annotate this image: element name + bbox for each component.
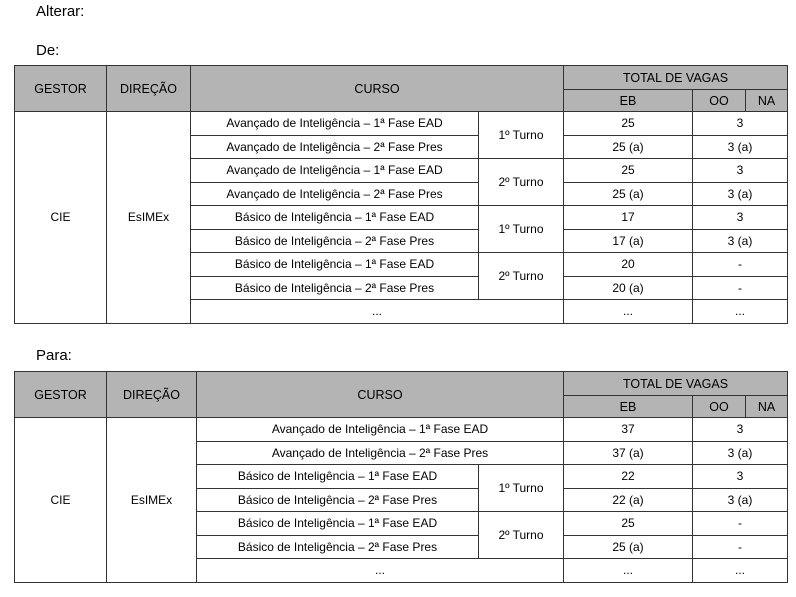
cell-ellipsis-curso: ...	[191, 300, 564, 324]
cell-turno: 2º Turno	[479, 159, 564, 206]
cell-curso: Avançado de Inteligência – 2ª Fase Pres	[191, 135, 479, 159]
cell-eb: 25	[564, 112, 693, 136]
cell-oo-na: 3 (a)	[693, 488, 788, 512]
cell-turno: 1º Turno	[479, 112, 564, 159]
cell-curso: Básico de Inteligência – 1ª Fase EAD	[191, 253, 479, 277]
cell-oo-na: 3 (a)	[693, 182, 788, 206]
cell-gestor: CIE	[15, 112, 107, 324]
header-oo: OO	[693, 90, 746, 112]
cell-ellipsis-eb: ...	[564, 559, 693, 583]
header-gestor: GESTOR	[15, 372, 107, 418]
header-direcao: DIREÇÃO	[107, 66, 191, 112]
header-eb: EB	[564, 396, 693, 418]
cell-oo-na: 3 (a)	[693, 441, 788, 465]
cell-turno: 2º Turno	[479, 253, 564, 300]
cell-eb: 25 (a)	[564, 135, 693, 159]
cell-oo-na: 3	[693, 418, 788, 442]
cell-curso: Básico de Inteligência – 1ª Fase EAD	[191, 206, 479, 230]
cell-curso: Básico de Inteligência – 2ª Fase Pres	[191, 229, 479, 253]
header-na: NA	[746, 396, 788, 418]
header-direcao: DIREÇÃO	[107, 372, 197, 418]
cell-curso: Básico de Inteligência – 2ª Fase Pres	[191, 276, 479, 300]
cell-ellipsis-oo-na: ...	[693, 300, 788, 324]
cell-direcao: EsIMEx	[107, 112, 191, 324]
header-eb: EB	[564, 90, 693, 112]
cell-oo-na: 3	[693, 206, 788, 230]
cell-curso: Avançado de Inteligência – 1ª Fase EAD	[191, 112, 479, 136]
cell-turno: 2º Turno	[479, 512, 564, 559]
cell-oo-na: -	[693, 276, 788, 300]
cell-eb: 17 (a)	[564, 229, 693, 253]
cell-eb: 25 (a)	[564, 182, 693, 206]
cell-ellipsis-eb: ...	[564, 300, 693, 324]
cell-gestor: CIE	[15, 418, 107, 583]
cell-curso: Básico de Inteligência – 2ª Fase Pres	[197, 535, 479, 559]
cell-eb: 22 (a)	[564, 488, 693, 512]
cell-turno: 1º Turno	[479, 465, 564, 512]
cell-eb: 25	[564, 512, 693, 536]
cell-eb: 25	[564, 159, 693, 183]
header-na: NA	[746, 90, 788, 112]
cell-curso: Avançado de Inteligência – 1ª Fase EAD	[197, 418, 564, 442]
cell-oo-na: 3 (a)	[693, 229, 788, 253]
cell-curso: Avançado de Inteligência – 2ª Fase Pres	[191, 182, 479, 206]
cell-eb: 17	[564, 206, 693, 230]
cell-direcao: EsIMEx	[107, 418, 197, 583]
heading-alterar: Alterar:	[36, 3, 85, 20]
cell-eb: 22	[564, 465, 693, 489]
cell-oo-na: 3	[693, 159, 788, 183]
header-curso: CURSO	[197, 372, 564, 418]
cell-eb: 37 (a)	[564, 441, 693, 465]
header-total-vagas: TOTAL DE VAGAS	[564, 372, 788, 396]
cell-oo-na: -	[693, 535, 788, 559]
cell-eb: 20	[564, 253, 693, 277]
header-curso: CURSO	[191, 66, 564, 112]
cell-curso: Avançado de Inteligência – 1ª Fase EAD	[191, 159, 479, 183]
table-para	[14, 371, 788, 583]
cell-ellipsis-curso: ...	[197, 559, 564, 583]
cell-oo-na: 3	[693, 112, 788, 136]
cell-curso: Básico de Inteligência – 2ª Fase Pres	[197, 488, 479, 512]
cell-curso: Básico de Inteligência – 1ª Fase EAD	[197, 465, 479, 489]
cell-eb: 20 (a)	[564, 276, 693, 300]
heading-de: De:	[36, 42, 60, 59]
cell-ellipsis-oo-na: ...	[693, 559, 788, 583]
table-de	[14, 65, 788, 324]
header-oo: OO	[693, 396, 746, 418]
cell-curso: Básico de Inteligência – 1ª Fase EAD	[197, 512, 479, 536]
header-gestor: GESTOR	[15, 66, 107, 112]
cell-turno: 1º Turno	[479, 206, 564, 253]
heading-para: Para:	[36, 347, 72, 364]
header-total-vagas: TOTAL DE VAGAS	[564, 66, 788, 90]
cell-eb: 37	[564, 418, 693, 442]
cell-oo-na: -	[693, 512, 788, 536]
cell-oo-na: 3	[693, 465, 788, 489]
cell-curso: Avançado de Inteligência – 2ª Fase Pres	[197, 441, 564, 465]
cell-oo-na: -	[693, 253, 788, 277]
cell-oo-na: 3 (a)	[693, 135, 788, 159]
cell-eb: 25 (a)	[564, 535, 693, 559]
